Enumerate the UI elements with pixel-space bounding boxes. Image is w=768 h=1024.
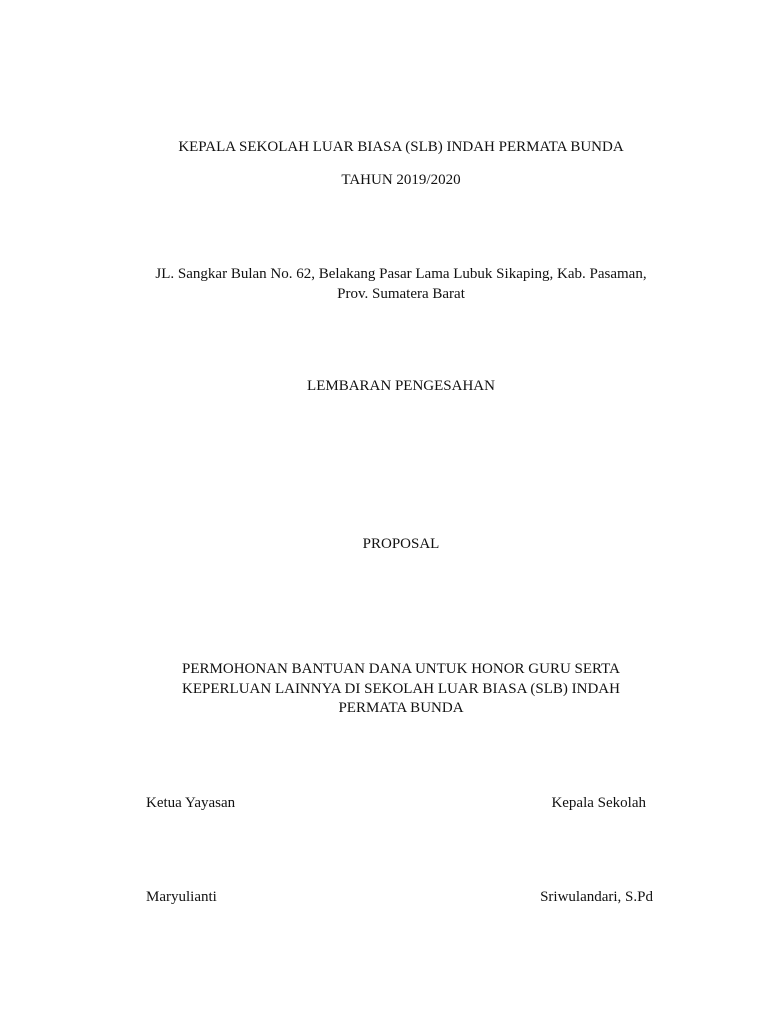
subject-line-3: PERMATA BUNDA [338,700,464,716]
right-signatory-role: Kepala Sekolah [551,795,646,811]
address-line-1: JL. Sangkar Bulan No. 62, Belakang Pasar Lama Lubuk Sikaping, Kab. Pasaman, [155,266,647,282]
right-signatory-name: Sriwulandari, S.Pd [540,889,653,905]
sheet-title: LEMBARAN PENGESAHAN [307,378,495,394]
document-type: PROPOSAL [362,536,440,552]
subject-line-1: PERMOHONAN BANTUAN DANA UNTUK HONOR GURU SERTA [182,661,620,677]
institution-heading: KEPALA SEKOLAH LUAR BIASA (SLB) INDAH PERMATA BUNDA [178,139,624,155]
address-line-2: Prov. Sumatera Barat [337,286,465,302]
subject-line-2: KEPERLUAN LAINNYA DI SEKOLAH LUAR BIASA (SLB) INDAH [182,681,620,697]
left-signatory-role: Ketua Yayasan [146,795,236,811]
school-year: TAHUN 2019/2020 [341,172,461,188]
left-signatory-name: Maryulianti [146,889,217,905]
